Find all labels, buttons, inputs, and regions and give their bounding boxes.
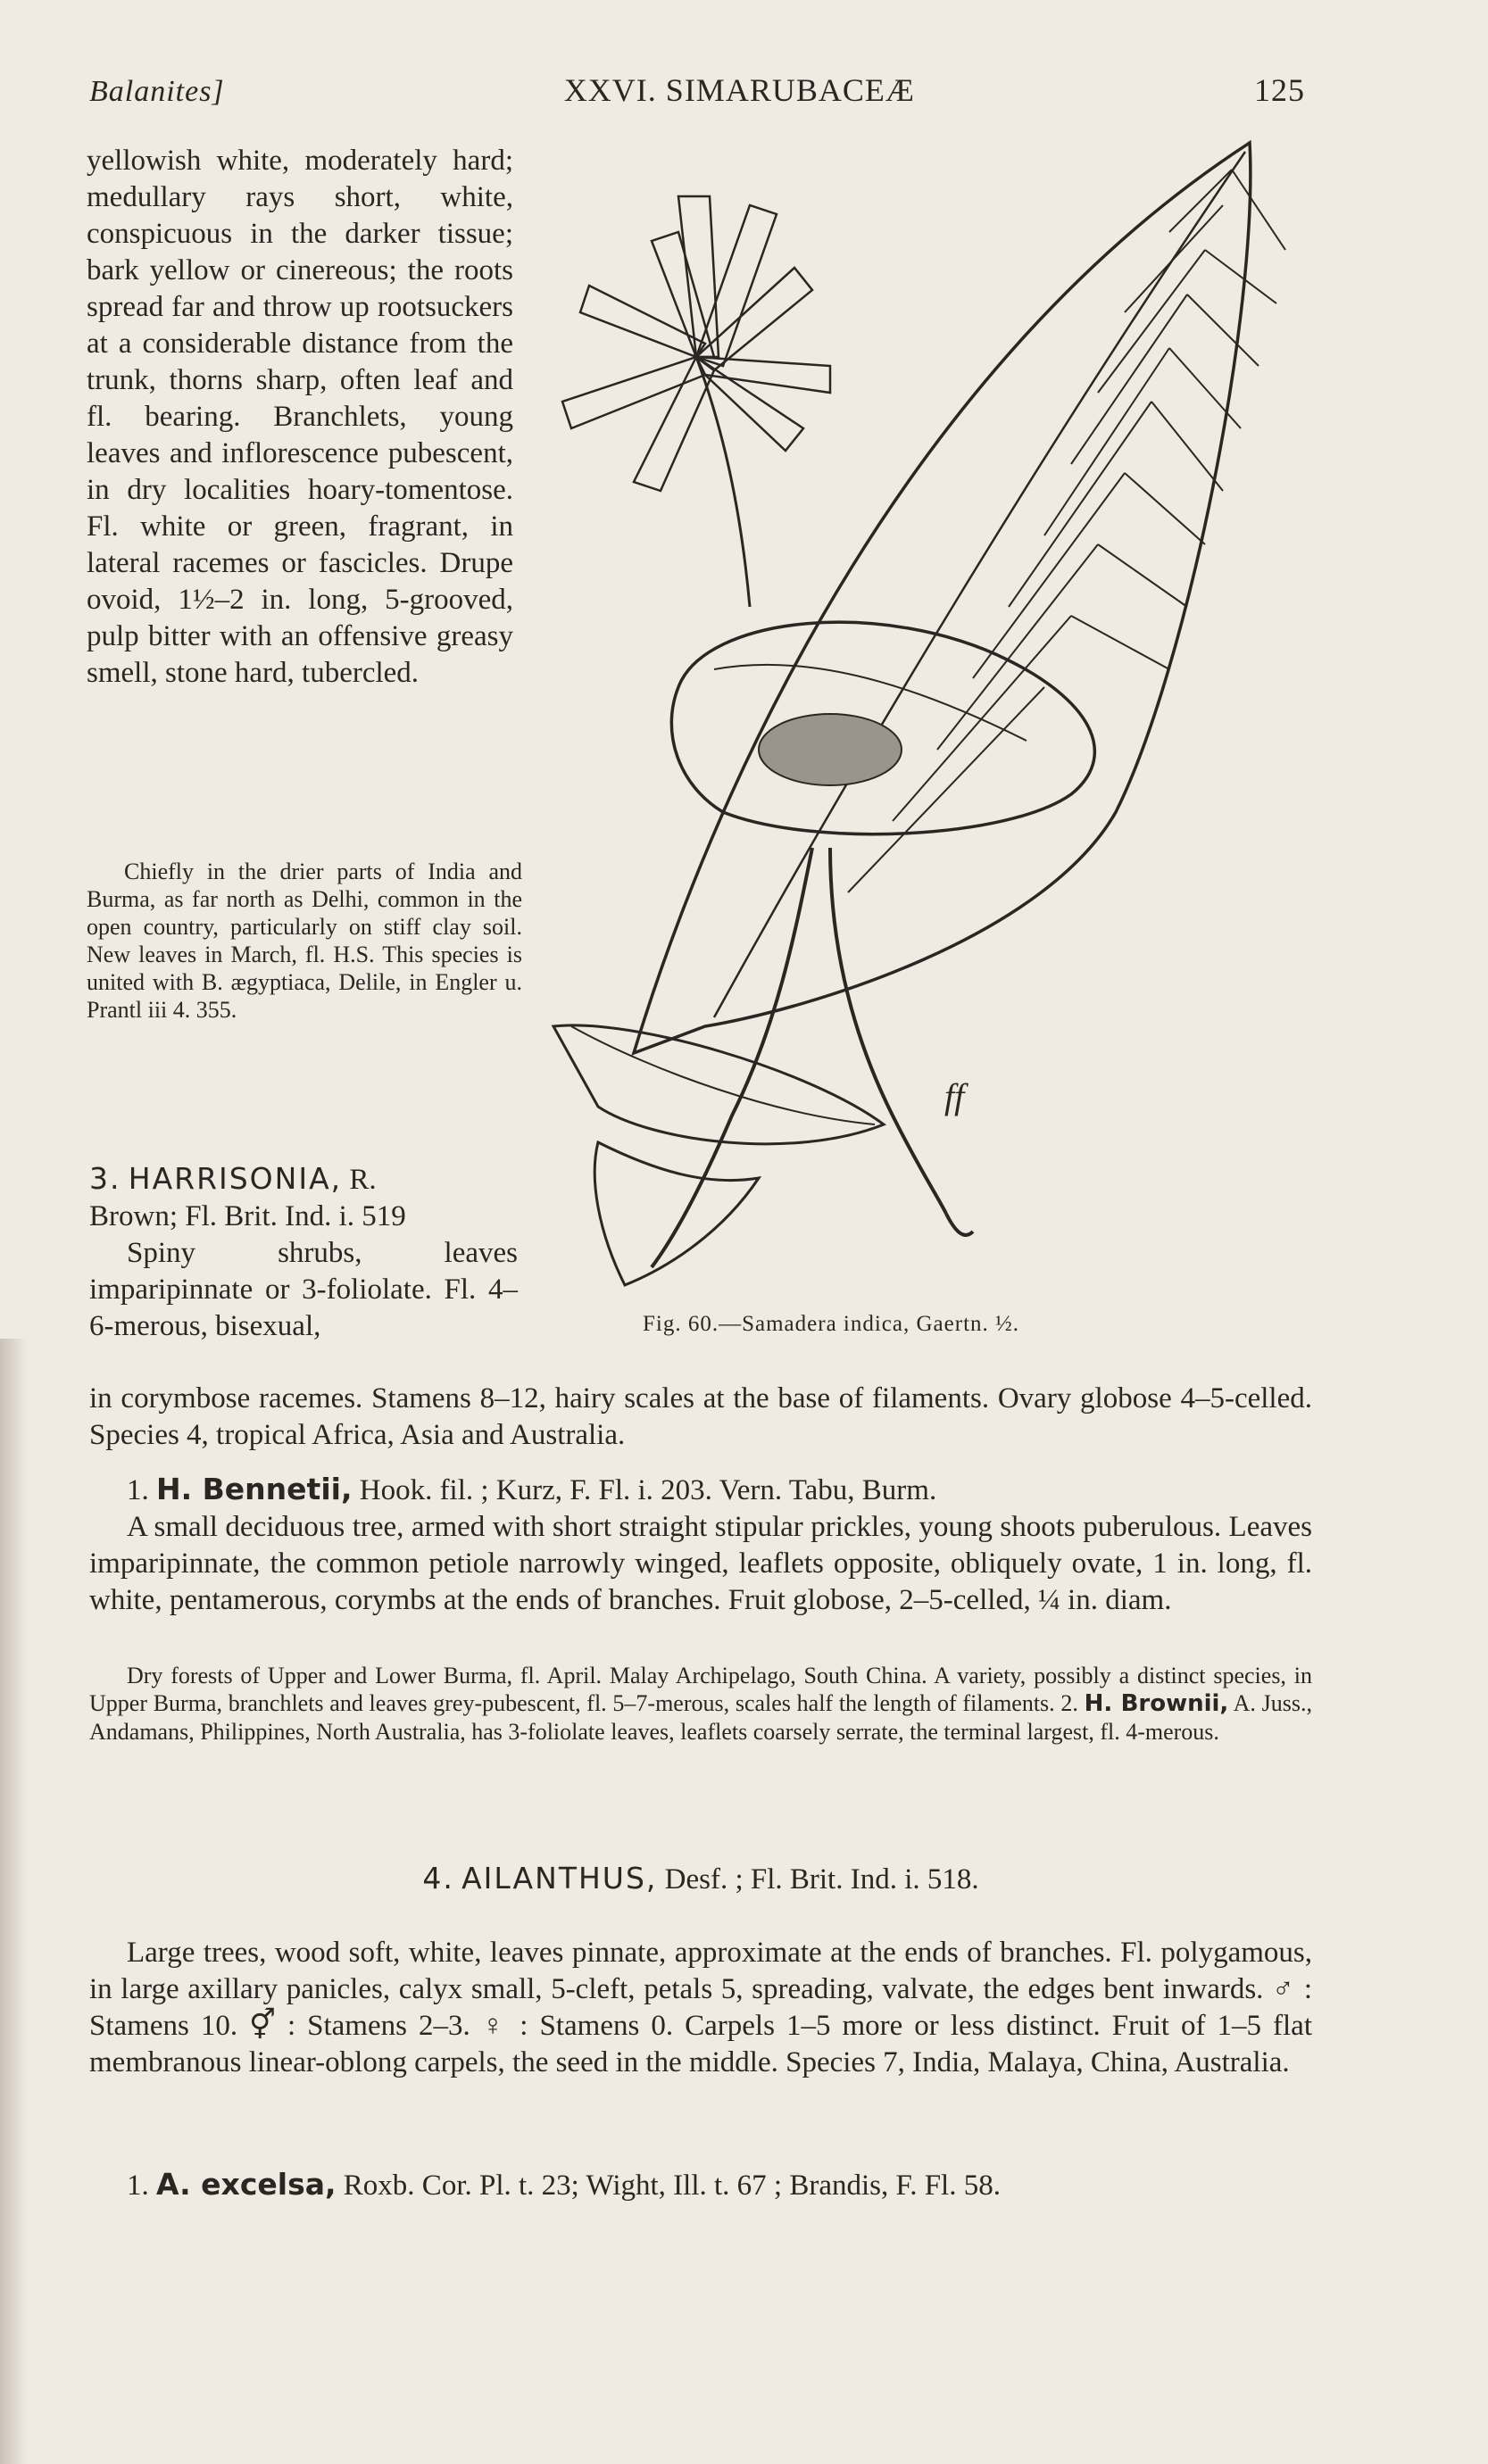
balanites-distribution-text: Chiefly in the drier parts of India and Burma, as far north as Delhi, common in the open country, particularly on stiff clay soil. New leaves in March, fl. H.S. This species is united with B. ægyptiaca, Delile, in Engler u. Prantl iii 4. 355. [87,859,522,1023]
ailanthus-genus-name: AILANTHUS, [461,1861,658,1896]
header-family: XXVI. SIMARUBACEÆ [563,72,915,108]
ailanthus-species-1 [89,2166,1312,2204]
species-1-name: H. Bennetii, [156,1472,353,1506]
balanites-description [87,143,513,692]
ailanthus-reference: Desf. ; Fl. Brit. Ind. i. 518. [664,1863,979,1896]
harrisonia-description-narrow-text: Spiny shrubs, leaves imparipinnate or 3-foliolate. Fl. 4–6-merous, bisexual, [89,1237,518,1342]
ailanthus-description-text: Large trees, wood soft, white, leaves pinnate, approximate at the ends of branches. Fl. polygamous, in large axillary panicles, calyx small, 5-cleft, petals 5, spreading, valvate, the edges bent inwards. ♂ : Stamens 10. ⚥ : Stamens 2–3. ♀ : Stamens 0. Carpels 1–5 more or less distinct. Fruit of 1–5 flat membranous linear-oblong carpels, the seed in the middle. Species 7, India, Malaya, China, Australia. [89,1937,1312,2078]
harrisonia-reference: Brown; Fl. Brit. Ind. i. 519 [89,1200,406,1232]
ailanthus-description [89,1935,1312,2081]
ailanthus-species-1-name: A. excelsa, [156,2167,337,2202]
book-spine-shadow [0,1339,27,2464]
illustrator-signature: ff [944,1076,965,1116]
harrisonia-description-narrow [89,1235,518,1345]
ailanthus-number: 4. [422,1861,454,1896]
ailanthus-heading [89,1861,1312,1896]
harrisonia-genus-name: HARRISONIA, [128,1161,343,1196]
species-2-name: H. Brownii, [1084,1690,1229,1717]
running-header [89,71,1305,109]
header-page-number: 125 [1253,72,1305,108]
harrisonia-number: 3. [89,1161,121,1196]
species-1-distribution: Dry forests of Upper and Lower Burma, fl. April. Malay Archipelago, South China. A variety, possibly a distinct species, in Upper Burma, branchlets and leaves grey-pubescent, fl. 5–7-merous, scales half the length of filaments. [89,1663,1312,1716]
figure-samadera-indica [544,134,1321,1321]
harrisonia-species-1-distribution [89,1662,1312,1746]
ailanthus-species-1-citation: Roxb. Cor. Pl. t. 23; Wight, Ill. t. 67 ; Brandis, F. Fl. 58. [343,2169,1001,2202]
figure-caption: Fig. 60.—Samadera indica, Gaertn. ½. [643,1312,1020,1336]
species-2-number: 2. [1060,1690,1078,1716]
harrisonia-heading [89,1160,518,1235]
ailanthus-species-1-number: 1. [127,2169,149,2202]
species-1-number: 1. [127,1474,149,1506]
harrisonia-species-1 [89,1471,1312,1619]
species-2-text: A. Juss., Andamans, Philippines, North Australia, has 3-foliolate leaves, leaflets coarsely serrate, the terminal largest, fl. 4-merous. [89,1690,1312,1745]
harrisonia-description-full [89,1381,1312,1454]
harrisonia-author: R. [349,1164,377,1196]
harrisonia-description-full-text: in corymbose racemes. Stamens 8–12, hairy scales at the base of filaments. Ovary globose 4–5-celled. Species 4, tropical Africa, Asia and Australia. [89,1382,1312,1451]
plant-illustration [544,134,1321,1321]
species-1-description: A small deciduous tree, armed with short straight stipular prickles, young shoots puberulous. Leaves imparipinnate, the common petiole narrowly winged, leaflets opposite, obliquely ovate, 1 in. long, fl. white, pentamerous, corymbs at the ends of branches. Fruit globose, 2–5-celled, ¼ in. diam. [89,1511,1312,1616]
balanites-description-text: yellowish white, moderately hard; medullary rays short, white, conspicuous in the darker tissue; bark yellow or cinereous; the roots spread far and throw up rootsuckers at a considerable distance from the trunk, thorns sharp, often leaf and fl. bearing. Branchlets, young leaves and inflorescence pubescent, in dry localities hoary-tomentose. Fl. white or green, fragrant, in lateral racemes or fascicles. Drupe ovoid, 1½–2 in. long, 5-grooved, pulp bitter with an offensive greasy smell, stone hard, tubercled. [87,145,513,689]
species-1-citation: Hook. fil. ; Kurz, F. Fl. i. 203. Vern. Tabu, Burm. [359,1474,937,1506]
balanites-distribution [87,858,522,1024]
header-genus: Balanites] [89,75,225,108]
